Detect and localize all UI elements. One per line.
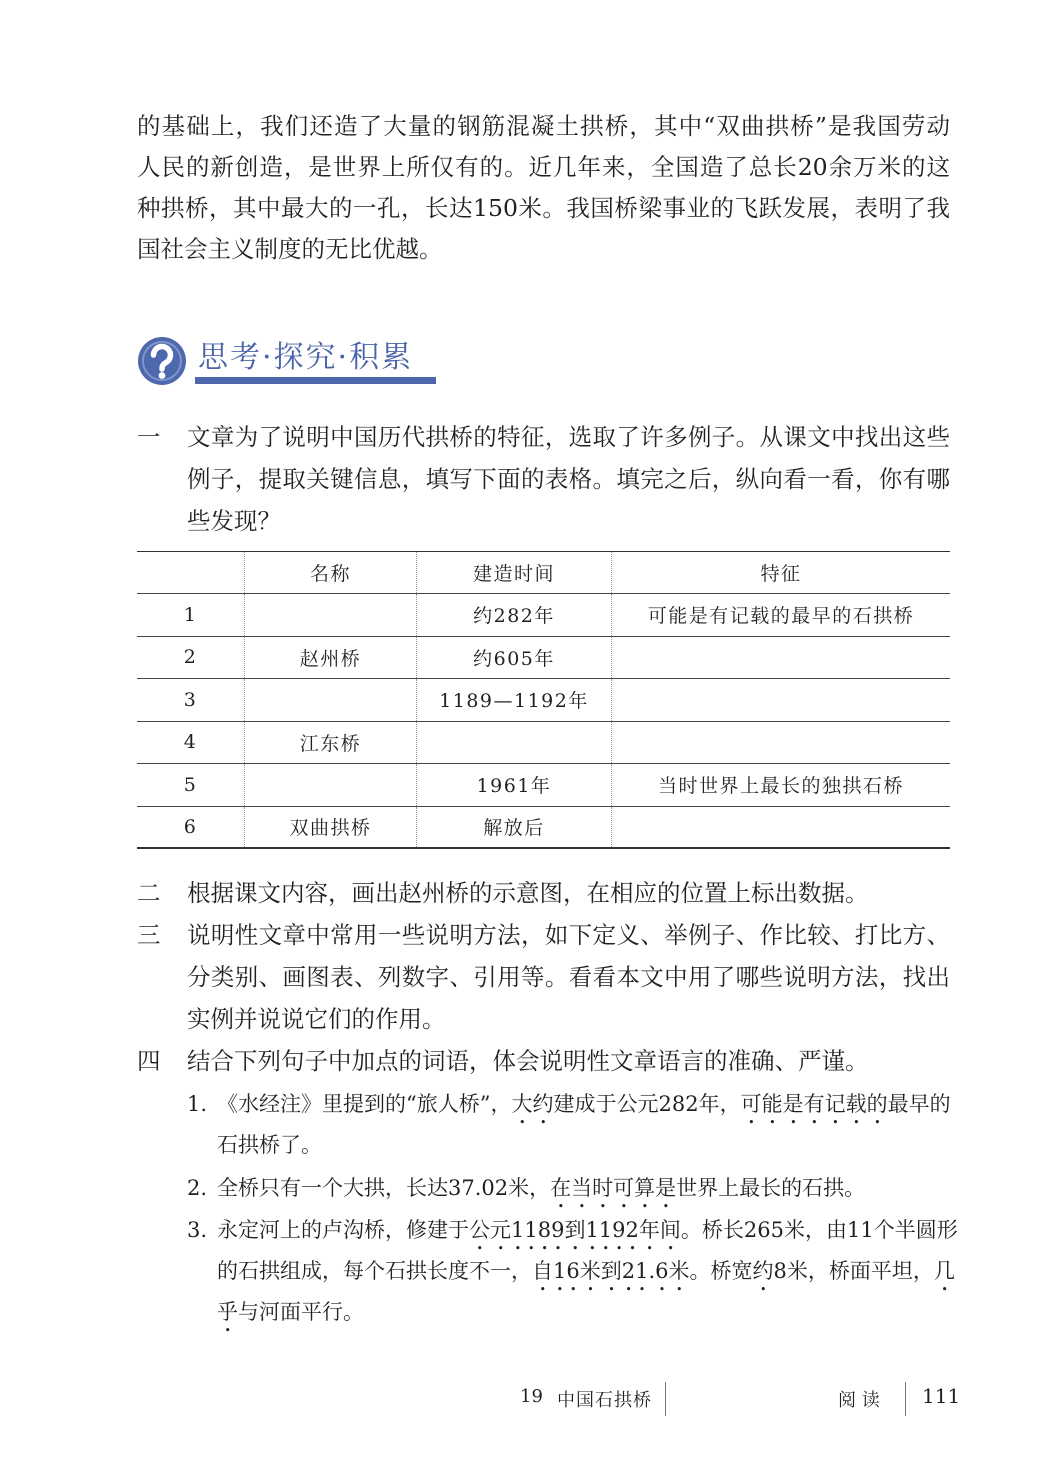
name-cell: [245, 594, 417, 636]
text-segment: 《水经注》里提到的“旅人桥”，: [217, 1092, 512, 1116]
name-cell: [245, 679, 417, 721]
exercise-label: 三: [137, 921, 161, 949]
exercise-label: 四: [137, 1047, 161, 1075]
sentence-item: [187, 1168, 950, 1209]
exercise-line: 说明性文章中常用一些说明方法，如下定义、举例子、作比较、打比方、: [187, 921, 950, 949]
feature-cell: [612, 807, 950, 848]
exercise-three: [137, 914, 950, 1040]
exercise-text: [187, 416, 950, 542]
name-cell: 江东桥: [245, 722, 417, 764]
emphasized-word: 公元1189到1192年间: [469, 1218, 681, 1242]
exercise-line: 实例并说说它们的作用。: [187, 1005, 446, 1033]
exercise-line: 例子，提取关键信息，填写下面的表格。填完之后，纵向看一看，你有哪: [187, 465, 950, 493]
question-circle-icon: [137, 336, 187, 386]
lesson-number: 19: [520, 1386, 543, 1407]
name-cell: 双曲拱桥: [245, 807, 417, 848]
feature-cell: 可能是有记载的最早的石拱桥: [647, 605, 915, 628]
emphasized-word: 可能是有记载的: [740, 1092, 888, 1116]
exercise-line: 些发现？: [187, 507, 281, 535]
emphasized-word: 自16米到21.6米: [532, 1259, 690, 1283]
text-segment: 建成于公元282年，: [553, 1092, 741, 1116]
build-time-cell: 约282年: [417, 594, 612, 636]
text-segment: 与河面平行。: [238, 1300, 364, 1324]
section-title: 思考·探究·积累: [198, 340, 414, 375]
emphasized-word: 在当时可算是: [550, 1176, 677, 1200]
sentence-line: [217, 1125, 950, 1166]
build-time-cell: 1189—1192年: [417, 679, 612, 721]
text-segment: 。桥长265米，由11个半圆形: [680, 1218, 958, 1242]
table-row: [137, 764, 950, 807]
sentence-line: [217, 1084, 950, 1125]
emphasized-word: 几: [933, 1259, 955, 1283]
sentence-item: [187, 1084, 950, 1166]
exercise-line: 结合下列句子中加点的词语，体会说明性文章语言的准确、严谨。: [187, 1047, 869, 1075]
table-body: [137, 594, 950, 849]
feature-header-cell: 特征: [760, 563, 802, 585]
text-segment: 最早的: [887, 1092, 951, 1116]
table-row: [137, 807, 950, 850]
exercise-label: 一: [137, 423, 161, 451]
emphasized-word: 大约: [511, 1092, 554, 1116]
exercise-two: [137, 872, 950, 914]
sentence-line: [217, 1292, 950, 1333]
item-number: 2.: [187, 1176, 208, 1200]
page-number: 111: [922, 1384, 961, 1408]
footer-divider: [905, 1382, 906, 1416]
table-row: [137, 594, 950, 637]
build-time-cell: 解放后: [417, 807, 612, 848]
row-number-cell: 6: [137, 807, 245, 848]
row-number-cell: 5: [137, 764, 245, 806]
exercise-text: [187, 914, 950, 1040]
sentence-text: [217, 1210, 958, 1333]
page-footer: [0, 1380, 1044, 1416]
table-row: [137, 679, 950, 722]
lesson-title: 中国石拱桥: [557, 1390, 652, 1411]
row-number-cell: 2: [137, 637, 245, 679]
row-number-cell: 4: [137, 722, 245, 764]
sentence-text: [217, 1168, 950, 1209]
build-time-cell: 1961年: [417, 764, 612, 806]
table-header-row: [137, 551, 950, 594]
text-segment: 8米，桥面平坦，: [773, 1259, 934, 1283]
feature-cell: [612, 722, 950, 764]
build-time-cell: 约605年: [417, 637, 612, 679]
text-segment: 全桥只有一个大拱，长达37.02米，: [217, 1176, 551, 1200]
row-number-cell: 1: [137, 594, 245, 636]
feature-cell: 当时世界上最长的独拱石桥: [657, 775, 904, 798]
build-time-header-cell: 建造时间: [417, 552, 612, 593]
feature-cell: [612, 637, 950, 679]
exercise-label: 二: [137, 879, 161, 907]
paragraph-line: 的基础上，我们还造了大量的钢筋混凝土拱桥，其中“双曲拱桥”是我国劳动: [137, 112, 950, 140]
intro-paragraph: [137, 106, 950, 270]
emphasized-word: 约: [752, 1259, 774, 1283]
exercise-text: [187, 1040, 950, 1082]
text-segment: 世界上最长的石拱。: [676, 1176, 866, 1200]
sentence-line: [217, 1210, 958, 1251]
name-cell: [245, 764, 417, 806]
item-number: 1.: [187, 1092, 208, 1116]
sentence-item: [187, 1210, 958, 1333]
footer-divider: [665, 1382, 666, 1416]
sentence-line: [217, 1251, 955, 1292]
name-header-cell: 名称: [245, 552, 417, 593]
text-segment: 的石拱组成，每个石拱长度不一，: [217, 1259, 532, 1283]
sentence-line: [217, 1168, 950, 1209]
exercise-text: [187, 872, 950, 914]
item-number: 3.: [187, 1218, 208, 1242]
unit-label: 阅 读: [838, 1390, 880, 1411]
text-segment: 石拱桥了。: [217, 1133, 322, 1157]
text-segment: 永定河上的卢沟桥，修建于: [217, 1218, 469, 1242]
paragraph-line: 人民的新创造，是世界上所仅有的。近几年来，全国造了总长20余万米的这: [137, 153, 950, 181]
emphasized-word: 乎: [217, 1300, 238, 1324]
sentence-text: [217, 1084, 950, 1166]
table-row: [137, 637, 950, 680]
paragraph-line: 国社会主义制度的无比优越。: [137, 235, 443, 263]
number-header-cell: [137, 552, 245, 593]
row-number-cell: 3: [137, 679, 245, 721]
exercise-one: [137, 416, 950, 542]
exercise-four: [137, 1040, 950, 1082]
feature-cell: [612, 679, 950, 721]
bridge-table: [137, 551, 950, 849]
build-time-cell: [417, 722, 612, 764]
exercise-line: 根据课文内容，画出赵州桥的示意图，在相应的位置上标出数据。: [187, 879, 869, 907]
table-row: [137, 722, 950, 765]
name-cell: 赵州桥: [245, 637, 417, 679]
text-segment: 。桥宽: [689, 1259, 753, 1283]
exercise-line: 文章为了说明中国历代拱桥的特征，选取了许多例子。从课文中找出这些: [187, 423, 950, 451]
paragraph-line: 种拱桥，其中最大的一孔，长达150米。我国桥梁事业的飞跃发展，表明了我: [137, 194, 950, 222]
exercise-line: 分类别、画图表、列数字、引用等。看看本文中用了哪些说明方法，找出: [187, 963, 950, 991]
